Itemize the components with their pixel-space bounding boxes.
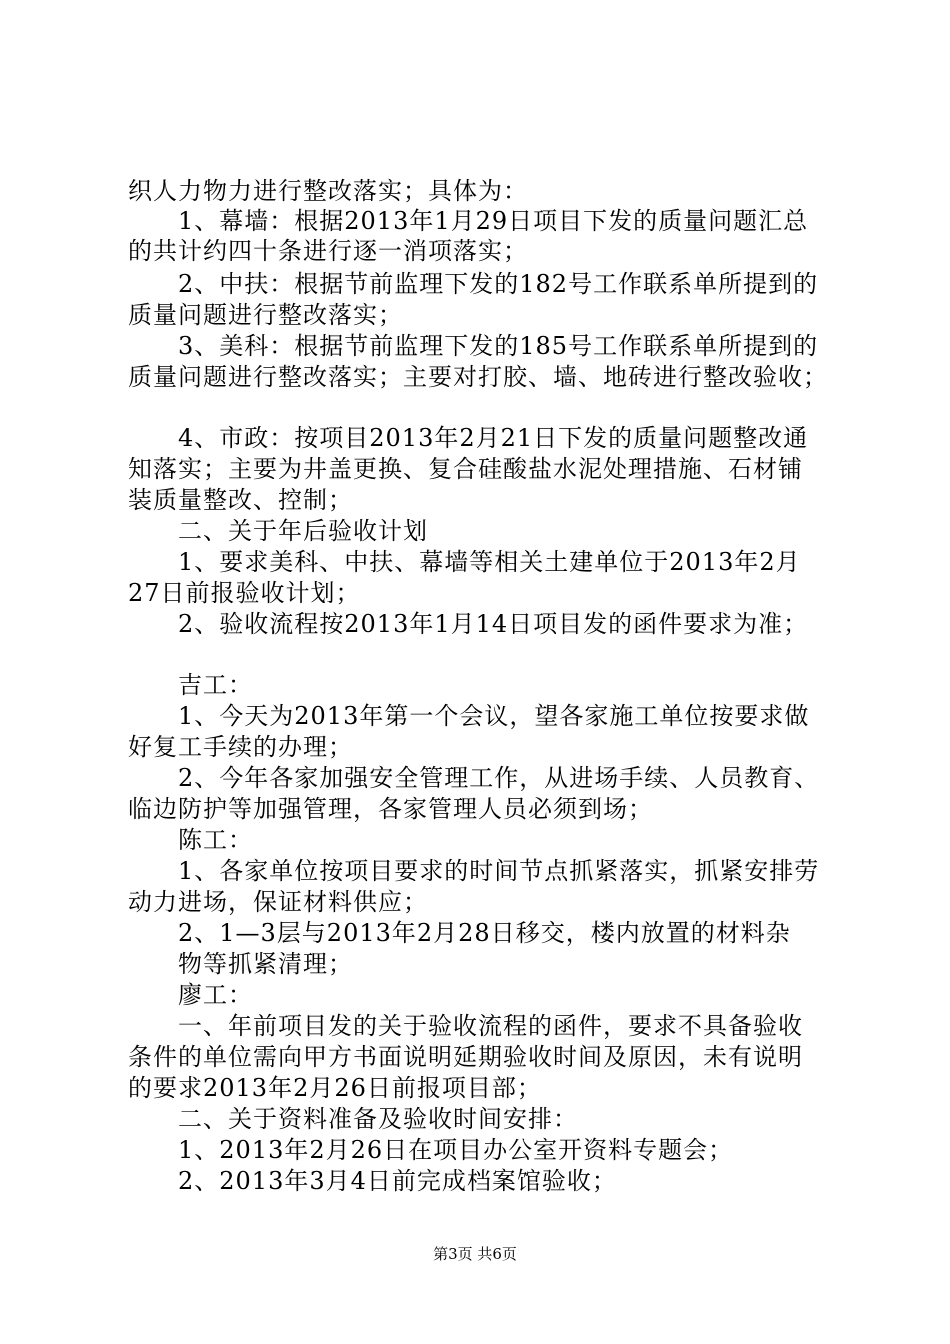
text-line: 2、2013年3月4日前完成档案馆验收； [178, 1167, 617, 1195]
text-line: 1、幕墙：根据2013年1月29日项目下发的质量问题汇总 [178, 207, 809, 235]
text-line: 的共计约四十条进行逐一消项落实； [128, 237, 528, 265]
speaker-heading: 吉工： [178, 671, 253, 699]
speaker-heading: 陈工： [178, 826, 253, 854]
text-line: 一、年前项目发的关于验收流程的函件，要求不具备验收 [178, 1012, 803, 1040]
text-line: 知落实；主要为井盖更换、复合硅酸盐水泥处理措施、石材铺 [128, 455, 803, 483]
page-number-footer: 第3页 共6页 [433, 1245, 517, 1263]
text-line: 物等抓紧清理； [178, 950, 353, 978]
text-line: 1、2013年2月26日在项目办公室开资料专题会； [178, 1136, 734, 1164]
text-line: 装质量整改、控制； [128, 486, 353, 514]
text-line: 质量问题进行整改落实；主要对打胶、墙、地砖进行整改验收； [128, 363, 828, 391]
section-heading: 二、关于资料准备及验收时间安排： [178, 1105, 578, 1133]
text-line: 4、市政：按项目2013年2月21日下发的质量问题整改通 [178, 424, 809, 452]
speaker-heading: 廖工： [178, 981, 253, 1009]
text-line: 2、1—3层与2013年2月28日移交，楼内放置的材料杂 [178, 919, 791, 947]
text-line: 1、今天为2013年第一个会议，望各家施工单位按要求做 [178, 702, 810, 730]
text-line: 2、验收流程按2013年1月14日项目发的函件要求为准； [178, 610, 809, 638]
text-line: 2、今年各家加强安全管理工作，从进场手续、人员教育、 [178, 764, 820, 792]
text-line: 27日前报验收计划； [128, 579, 361, 607]
text-line: 3、美科：根据节前监理下发的185号工作联系单所提到的 [178, 332, 819, 360]
text-line: 临边防护等加强管理，各家管理人员必须到场； [128, 795, 653, 823]
text-line: 1、各家单位按项目要求的时间节点抓紧落实，抓紧安排劳 [178, 857, 820, 885]
text-line: 条件的单位需向甲方书面说明延期验收时间及原因，未有说明 [128, 1043, 803, 1071]
text-line: 1、要求美科、中扶、幕墙等相关土建单位于2013年2月 [178, 548, 801, 576]
text-line: 好复工手续的办理； [128, 733, 353, 761]
section-heading: 二、关于年后验收计划 [178, 517, 428, 545]
text-line: 动力进场，保证材料供应； [128, 888, 428, 916]
text-line: 质量问题进行整改落实； [128, 301, 403, 329]
text-line: 2、中扶：根据节前监理下发的182号工作联系单所提到的 [178, 270, 819, 298]
text-line: 织人力物力进行整改落实；具体为： [128, 177, 528, 205]
text-line: 的要求2013年2月26日前报项目部； [128, 1074, 542, 1102]
